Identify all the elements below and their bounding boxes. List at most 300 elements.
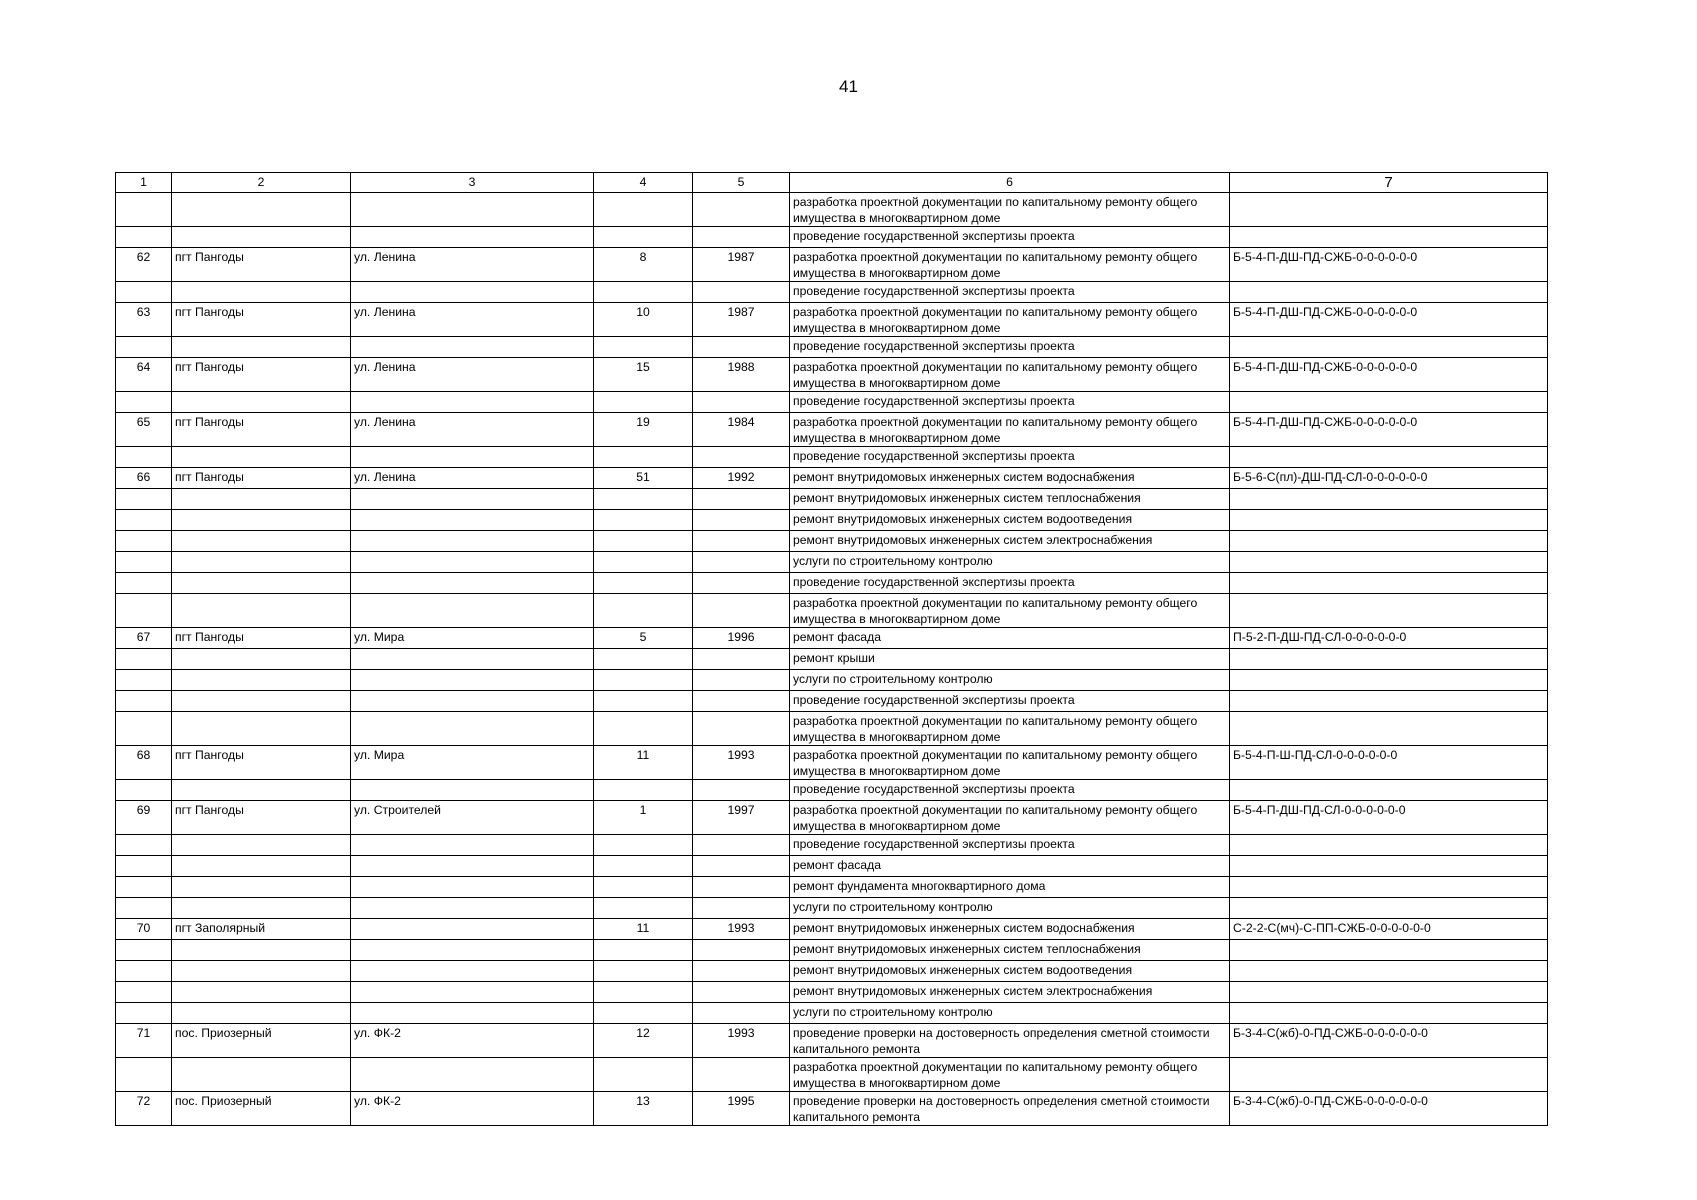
- row-number-cell: [116, 691, 172, 712]
- building-code-cell: Б-5-4-П-ДШ-ПД-СЖБ-0-0-0-0-0-0: [1230, 413, 1548, 447]
- year-built-cell: 1993: [693, 746, 790, 780]
- house-number-cell: [594, 877, 693, 898]
- building-code-cell: Б-3-4-С(жб)-0-ПД-СЖБ-0-0-0-0-0-0: [1230, 1092, 1548, 1126]
- row-number-cell: [116, 227, 172, 248]
- row-number-cell: [116, 670, 172, 691]
- house-number-cell: [594, 1003, 693, 1024]
- work-type-cell: разработка проектной документации по капитальному ремонту общего имущества в многоквартирном доме: [790, 801, 1230, 835]
- settlement-cell: [172, 877, 351, 898]
- building-code-cell: [1230, 835, 1548, 856]
- table-row: [116, 982, 1548, 1003]
- table-row: [116, 670, 1548, 691]
- settlement-cell: пгт Пангоды: [172, 468, 351, 489]
- table-row: [116, 649, 1548, 670]
- table-row: [116, 552, 1548, 573]
- row-number-cell: 62: [116, 248, 172, 282]
- table-row: [116, 248, 1548, 282]
- settlement-cell: [172, 835, 351, 856]
- street-cell: ул. Ленина: [351, 358, 594, 392]
- work-type-cell: проведение государственной экспертизы проекта: [790, 835, 1230, 856]
- year-built-cell: 1987: [693, 248, 790, 282]
- table-row: [116, 489, 1548, 510]
- row-number-cell: [116, 1003, 172, 1024]
- settlement-cell: пгт Пангоды: [172, 248, 351, 282]
- house-number-cell: 8: [594, 248, 693, 282]
- settlement-cell: пос. Приозерный: [172, 1092, 351, 1126]
- street-cell: [351, 961, 594, 982]
- work-type-cell: проведение государственной экспертизы проекта: [790, 227, 1230, 248]
- house-number-cell: [594, 392, 693, 413]
- building-code-cell: [1230, 856, 1548, 877]
- year-built-cell: [693, 691, 790, 712]
- row-number-cell: [116, 337, 172, 358]
- street-cell: [351, 510, 594, 531]
- settlement-cell: [172, 193, 351, 227]
- house-number-cell: 10: [594, 303, 693, 337]
- table-row: [116, 468, 1548, 489]
- settlement-cell: [172, 337, 351, 358]
- year-built-cell: [693, 982, 790, 1003]
- house-number-cell: [594, 712, 693, 746]
- year-built-cell: [693, 670, 790, 691]
- year-built-cell: [693, 531, 790, 552]
- year-built-cell: 1997: [693, 801, 790, 835]
- year-built-cell: [693, 552, 790, 573]
- column-number-header-row: [116, 173, 1548, 193]
- house-number-cell: [594, 447, 693, 468]
- year-built-cell: 1987: [693, 303, 790, 337]
- table-row: [116, 746, 1548, 780]
- settlement-cell: пгт Пангоды: [172, 746, 351, 780]
- work-type-cell: разработка проектной документации по капитальному ремонту общего имущества в многоквартирном доме: [790, 712, 1230, 746]
- row-number-cell: 63: [116, 303, 172, 337]
- settlement-cell: [172, 649, 351, 670]
- settlement-cell: [172, 489, 351, 510]
- building-code-cell: Б-5-4-П-ДШ-ПД-СЛ-0-0-0-0-0-0: [1230, 801, 1548, 835]
- row-number-cell: [116, 712, 172, 746]
- house-number-cell: [594, 835, 693, 856]
- street-cell: [351, 712, 594, 746]
- building-code-cell: [1230, 489, 1548, 510]
- house-number-cell: 1: [594, 801, 693, 835]
- year-built-cell: [693, 489, 790, 510]
- year-built-cell: [693, 856, 790, 877]
- street-cell: ул. Мира: [351, 746, 594, 780]
- settlement-cell: [172, 573, 351, 594]
- row-number-cell: 71: [116, 1024, 172, 1058]
- building-code-cell: [1230, 712, 1548, 746]
- year-built-cell: 1984: [693, 413, 790, 447]
- building-code-cell: Б-5-4-П-ДШ-ПД-СЖБ-0-0-0-0-0-0: [1230, 248, 1548, 282]
- settlement-cell: пгт Пангоды: [172, 628, 351, 649]
- work-type-cell: проведение государственной экспертизы проекта: [790, 447, 1230, 468]
- building-code-cell: [1230, 392, 1548, 413]
- settlement-cell: [172, 1058, 351, 1092]
- settlement-cell: [172, 940, 351, 961]
- year-built-cell: [693, 573, 790, 594]
- work-type-cell: услуги по строительному контролю: [790, 1003, 1230, 1024]
- table-row: [116, 447, 1548, 468]
- street-cell: [351, 552, 594, 573]
- table-row: [116, 573, 1548, 594]
- row-number-cell: [116, 1058, 172, 1092]
- year-built-cell: [693, 447, 790, 468]
- settlement-cell: пгт Пангоды: [172, 801, 351, 835]
- house-number-cell: 11: [594, 919, 693, 940]
- street-cell: [351, 691, 594, 712]
- work-type-cell: разработка проектной документации по капитальному ремонту общего имущества в многоквартирном доме: [790, 193, 1230, 227]
- street-cell: [351, 877, 594, 898]
- house-number-cell: [594, 670, 693, 691]
- house-number-cell: [594, 961, 693, 982]
- settlement-cell: [172, 552, 351, 573]
- street-cell: [351, 919, 594, 940]
- repair-schedule-table: [115, 172, 1548, 1126]
- street-cell: [351, 856, 594, 877]
- work-type-cell: проведение государственной экспертизы проекта: [790, 691, 1230, 712]
- house-number-cell: [594, 691, 693, 712]
- settlement-cell: [172, 691, 351, 712]
- house-number-cell: [594, 940, 693, 961]
- house-number-cell: [594, 227, 693, 248]
- street-cell: ул. ФК-2: [351, 1092, 594, 1126]
- year-built-cell: [693, 1058, 790, 1092]
- year-built-cell: 1993: [693, 1024, 790, 1058]
- table-row: [116, 282, 1548, 303]
- table-row: [116, 801, 1548, 835]
- house-number-cell: [594, 531, 693, 552]
- settlement-cell: [172, 447, 351, 468]
- row-number-cell: [116, 835, 172, 856]
- row-number-cell: [116, 489, 172, 510]
- table-row: [116, 856, 1548, 877]
- street-cell: [351, 1003, 594, 1024]
- work-type-cell: проведение государственной экспертизы проекта: [790, 780, 1230, 801]
- street-cell: [351, 489, 594, 510]
- work-type-cell: услуги по строительному контролю: [790, 670, 1230, 691]
- building-code-cell: [1230, 1003, 1548, 1024]
- year-built-cell: [693, 193, 790, 227]
- row-number-cell: [116, 392, 172, 413]
- table-row: [116, 1058, 1548, 1092]
- street-cell: [351, 649, 594, 670]
- row-number-cell: 72: [116, 1092, 172, 1126]
- work-type-cell: разработка проектной документации по капитальному ремонту общего имущества в многоквартирном доме: [790, 303, 1230, 337]
- year-built-cell: [693, 510, 790, 531]
- table-row: [116, 392, 1548, 413]
- header-cell: 4: [594, 173, 693, 193]
- street-cell: [351, 531, 594, 552]
- row-number-cell: 69: [116, 801, 172, 835]
- row-number-cell: 70: [116, 919, 172, 940]
- street-cell: ул. Ленина: [351, 248, 594, 282]
- street-cell: [351, 898, 594, 919]
- house-number-cell: [594, 573, 693, 594]
- building-code-cell: [1230, 193, 1548, 227]
- street-cell: [351, 940, 594, 961]
- row-number-cell: [116, 877, 172, 898]
- row-number-cell: [116, 510, 172, 531]
- settlement-cell: пгт Заполярный: [172, 919, 351, 940]
- work-type-cell: ремонт внутридомовых инженерных систем водоотведения: [790, 510, 1230, 531]
- building-code-cell: [1230, 691, 1548, 712]
- table-row: [116, 691, 1548, 712]
- work-type-cell: проведение государственной экспертизы проекта: [790, 337, 1230, 358]
- settlement-cell: [172, 392, 351, 413]
- house-number-cell: [594, 1058, 693, 1092]
- street-cell: [351, 282, 594, 303]
- house-number-cell: [594, 552, 693, 573]
- year-built-cell: [693, 835, 790, 856]
- table-row: [116, 227, 1548, 248]
- work-type-cell: разработка проектной документации по капитальному ремонту общего имущества в многоквартирном доме: [790, 594, 1230, 628]
- building-code-cell: [1230, 780, 1548, 801]
- house-number-cell: 5: [594, 628, 693, 649]
- header-cell: 5: [693, 173, 790, 193]
- table-row: [116, 413, 1548, 447]
- table-row: [116, 780, 1548, 801]
- work-type-cell: ремонт внутридомовых инженерных систем водоотведения: [790, 961, 1230, 982]
- work-type-cell: ремонт внутридомовых инженерных систем теплоснабжения: [790, 940, 1230, 961]
- work-type-cell: ремонт внутридомовых инженерных систем электроснабжения: [790, 531, 1230, 552]
- row-number-cell: [116, 940, 172, 961]
- house-number-cell: 51: [594, 468, 693, 489]
- street-cell: ул. Мира: [351, 628, 594, 649]
- street-cell: [351, 447, 594, 468]
- year-built-cell: [693, 594, 790, 628]
- street-cell: ул. Ленина: [351, 468, 594, 489]
- settlement-cell: пгт Пангоды: [172, 303, 351, 337]
- settlement-cell: [172, 961, 351, 982]
- house-number-cell: [594, 780, 693, 801]
- row-number-cell: [116, 552, 172, 573]
- street-cell: ул. ФК-2: [351, 1024, 594, 1058]
- year-built-cell: [693, 712, 790, 746]
- table-row: [116, 898, 1548, 919]
- work-type-cell: разработка проектной документации по капитальному ремонту общего имущества в многоквартирном доме: [790, 358, 1230, 392]
- building-code-cell: [1230, 594, 1548, 628]
- work-type-cell: услуги по строительному контролю: [790, 552, 1230, 573]
- table-row: [116, 510, 1548, 531]
- building-code-cell: [1230, 531, 1548, 552]
- settlement-cell: пос. Приозерный: [172, 1024, 351, 1058]
- house-number-cell: 19: [594, 413, 693, 447]
- street-cell: [351, 594, 594, 628]
- building-code-cell: Б-5-4-П-Ш-ПД-СЛ-0-0-0-0-0-0: [1230, 746, 1548, 780]
- year-built-cell: [693, 1003, 790, 1024]
- row-number-cell: [116, 193, 172, 227]
- house-number-cell: [594, 282, 693, 303]
- settlement-cell: [172, 670, 351, 691]
- table-row: [116, 531, 1548, 552]
- work-type-cell: разработка проектной документации по капитальному ремонту общего имущества в многоквартирном доме: [790, 1058, 1230, 1092]
- house-number-cell: [594, 856, 693, 877]
- settlement-cell: пгт Пангоды: [172, 413, 351, 447]
- settlement-cell: [172, 531, 351, 552]
- table-row: [116, 193, 1548, 227]
- building-code-cell: [1230, 670, 1548, 691]
- table-row: [116, 1003, 1548, 1024]
- street-cell: [351, 835, 594, 856]
- table-row: [116, 358, 1548, 392]
- work-type-cell: ремонт внутридомовых инженерных систем водоснабжения: [790, 468, 1230, 489]
- table-row: [116, 919, 1548, 940]
- house-number-cell: [594, 489, 693, 510]
- row-number-cell: [116, 780, 172, 801]
- house-number-cell: [594, 982, 693, 1003]
- building-code-cell: [1230, 649, 1548, 670]
- work-type-cell: ремонт фундамента многоквартирного дома: [790, 877, 1230, 898]
- row-number-cell: [116, 447, 172, 468]
- settlement-cell: пгт Пангоды: [172, 358, 351, 392]
- building-code-cell: [1230, 961, 1548, 982]
- settlement-cell: [172, 898, 351, 919]
- work-type-cell: проведение государственной экспертизы проекта: [790, 573, 1230, 594]
- building-code-cell: [1230, 447, 1548, 468]
- building-code-cell: [1230, 227, 1548, 248]
- building-code-cell: [1230, 573, 1548, 594]
- settlement-cell: [172, 856, 351, 877]
- house-number-cell: [594, 193, 693, 227]
- row-number-cell: 68: [116, 746, 172, 780]
- work-type-cell: ремонт внутридомовых инженерных систем водоснабжения: [790, 919, 1230, 940]
- work-type-cell: проведение проверки на достоверность определения сметной стоимости капитального ремонта: [790, 1092, 1230, 1126]
- street-cell: [351, 227, 594, 248]
- header-cell: 2: [172, 173, 351, 193]
- house-number-cell: [594, 594, 693, 628]
- year-built-cell: [693, 961, 790, 982]
- work-type-cell: разработка проектной документации по капитальному ремонту общего имущества в многоквартирном доме: [790, 248, 1230, 282]
- year-built-cell: [693, 337, 790, 358]
- year-built-cell: [693, 282, 790, 303]
- building-code-cell: С-2-2-С(мч)-С-ПП-СЖБ-0-0-0-0-0-0: [1230, 919, 1548, 940]
- work-type-cell: ремонт внутридомовых инженерных систем теплоснабжения: [790, 489, 1230, 510]
- house-number-cell: 12: [594, 1024, 693, 1058]
- year-built-cell: [693, 898, 790, 919]
- house-number-cell: 11: [594, 746, 693, 780]
- work-type-cell: ремонт внутридомовых инженерных систем электроснабжения: [790, 982, 1230, 1003]
- work-type-cell: ремонт фасада: [790, 856, 1230, 877]
- table-row: [116, 835, 1548, 856]
- header-cell: 7: [1230, 173, 1548, 193]
- row-number-cell: 65: [116, 413, 172, 447]
- street-cell: [351, 1058, 594, 1092]
- settlement-cell: [172, 712, 351, 746]
- work-type-cell: услуги по строительному контролю: [790, 898, 1230, 919]
- year-built-cell: [693, 649, 790, 670]
- year-built-cell: [693, 940, 790, 961]
- header-cell: 1: [116, 173, 172, 193]
- year-built-cell: 1995: [693, 1092, 790, 1126]
- row-number-cell: [116, 982, 172, 1003]
- work-type-cell: проведение государственной экспертизы проекта: [790, 282, 1230, 303]
- street-cell: [351, 193, 594, 227]
- street-cell: [351, 573, 594, 594]
- building-code-cell: Б-5-6-С(пл)-ДШ-ПД-СЛ-0-0-0-0-0-0: [1230, 468, 1548, 489]
- settlement-cell: [172, 282, 351, 303]
- header-cell: 6: [790, 173, 1230, 193]
- work-type-cell: проведение проверки на достоверность определения сметной стоимости капитального ремонта: [790, 1024, 1230, 1058]
- settlement-cell: [172, 780, 351, 801]
- building-code-cell: [1230, 282, 1548, 303]
- year-built-cell: 1992: [693, 468, 790, 489]
- table-row: [116, 337, 1548, 358]
- house-number-cell: [594, 510, 693, 531]
- table-row: [116, 303, 1548, 337]
- row-number-cell: 67: [116, 628, 172, 649]
- settlement-cell: [172, 594, 351, 628]
- table-row: [116, 940, 1548, 961]
- building-code-cell: Б-3-4-С(жб)-0-ПД-СЖБ-0-0-0-0-0-0: [1230, 1024, 1548, 1058]
- row-number-cell: [116, 898, 172, 919]
- header-cell: 3: [351, 173, 594, 193]
- row-number-cell: 66: [116, 468, 172, 489]
- house-number-cell: [594, 649, 693, 670]
- table-row: [116, 1024, 1548, 1058]
- street-cell: ул. Ленина: [351, 413, 594, 447]
- row-number-cell: [116, 594, 172, 628]
- street-cell: [351, 982, 594, 1003]
- year-built-cell: [693, 227, 790, 248]
- street-cell: [351, 670, 594, 691]
- table-row: [116, 1092, 1548, 1126]
- building-code-cell: [1230, 898, 1548, 919]
- page-number: 41: [839, 77, 858, 96]
- row-number-cell: [116, 531, 172, 552]
- work-type-cell: ремонт крыши: [790, 649, 1230, 670]
- table-row: [116, 712, 1548, 746]
- table-row: [116, 628, 1548, 649]
- year-built-cell: [693, 780, 790, 801]
- row-number-cell: [116, 573, 172, 594]
- building-code-cell: [1230, 940, 1548, 961]
- year-built-cell: [693, 392, 790, 413]
- street-cell: [351, 392, 594, 413]
- house-number-cell: 13: [594, 1092, 693, 1126]
- table-row: [116, 877, 1548, 898]
- house-number-cell: [594, 337, 693, 358]
- building-code-cell: [1230, 982, 1548, 1003]
- building-code-cell: [1230, 337, 1548, 358]
- settlement-cell: [172, 227, 351, 248]
- street-cell: ул. Строителей: [351, 801, 594, 835]
- street-cell: ул. Ленина: [351, 303, 594, 337]
- settlement-cell: [172, 982, 351, 1003]
- year-built-cell: 1993: [693, 919, 790, 940]
- building-code-cell: П-5-2-П-ДШ-ПД-СЛ-0-0-0-0-0-0: [1230, 628, 1548, 649]
- building-code-cell: Б-5-4-П-ДШ-ПД-СЖБ-0-0-0-0-0-0: [1230, 303, 1548, 337]
- row-number-cell: [116, 961, 172, 982]
- year-built-cell: 1996: [693, 628, 790, 649]
- year-built-cell: 1988: [693, 358, 790, 392]
- settlement-cell: [172, 510, 351, 531]
- table-row: [116, 594, 1548, 628]
- building-code-cell: [1230, 552, 1548, 573]
- work-type-cell: проведение государственной экспертизы проекта: [790, 392, 1230, 413]
- row-number-cell: [116, 282, 172, 303]
- work-type-cell: разработка проектной документации по капитальному ремонту общего имущества в многоквартирном доме: [790, 413, 1230, 447]
- work-type-cell: ремонт фасада: [790, 628, 1230, 649]
- house-number-cell: [594, 898, 693, 919]
- row-number-cell: [116, 649, 172, 670]
- work-type-cell: разработка проектной документации по капитальному ремонту общего имущества в многоквартирном доме: [790, 746, 1230, 780]
- street-cell: [351, 780, 594, 801]
- settlement-cell: [172, 1003, 351, 1024]
- row-number-cell: [116, 856, 172, 877]
- building-code-cell: [1230, 877, 1548, 898]
- row-number-cell: 64: [116, 358, 172, 392]
- building-code-cell: [1230, 1058, 1548, 1092]
